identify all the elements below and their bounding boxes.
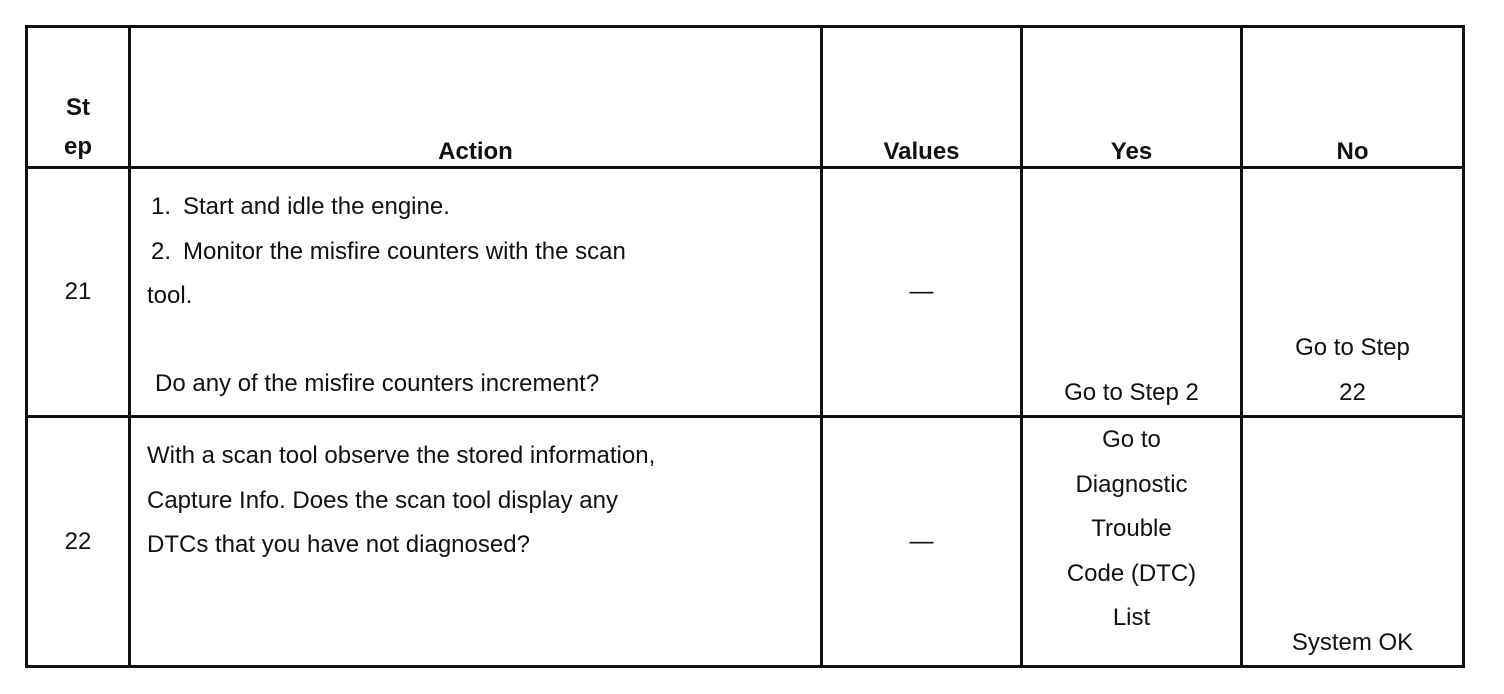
action-cell [130,417,822,667]
table-row [27,417,1464,667]
yes-text-line: List [1112,604,1151,631]
diagnostic-step-table [25,25,1465,668]
header-step-line1: St [66,94,90,121]
action-line: With a scan tool observe the stored information, [147,442,656,469]
action-list-item [147,185,804,230]
header-yes: Yes [1022,27,1242,168]
header-step [27,27,130,168]
em-dash-value: — [909,527,934,555]
action-cell [130,168,822,417]
yes-text-line: Trouble [1091,515,1172,542]
header-no: No [1242,27,1464,168]
step-number: 21 [27,168,130,417]
yes-text: Go to Step 2 [1064,378,1199,406]
step-number: 22 [27,417,130,667]
yes-text-line: Go to [1102,426,1161,453]
em-dash-value: — [909,278,934,305]
action-continuation: tool. [147,282,193,309]
no-text-line2: 22 [1339,378,1366,406]
header-action: Action [130,27,822,168]
no-cell [1242,168,1464,417]
list-number: 2. [151,237,172,265]
no-text-line1: Go to Step [1295,334,1410,361]
header-values: Values [822,27,1022,168]
header-step-line2: ep [63,133,92,160]
list-number: 1. [151,193,172,220]
header-row [27,27,1464,168]
values-cell [822,168,1022,417]
values-cell [822,417,1022,667]
table-row [27,168,1464,417]
list-text: Start and idle the engine. [183,193,450,220]
list-text: Monitor the misfire counters with the scan [183,237,626,265]
action-list-item [147,230,804,275]
no-cell [1242,417,1464,667]
yes-cell [1022,168,1242,417]
action-line: DTCs that you have not diagnosed? [147,531,530,558]
yes-text-line: Code (DTC) [1066,559,1197,587]
no-text: System OK [1291,628,1414,656]
action-question: Do any of the misfire counters increment? [155,369,600,397]
yes-text-line: Diagnostic [1075,470,1188,498]
yes-cell [1022,417,1242,667]
action-line: Capture Info. Does the scan tool display any [147,486,618,514]
